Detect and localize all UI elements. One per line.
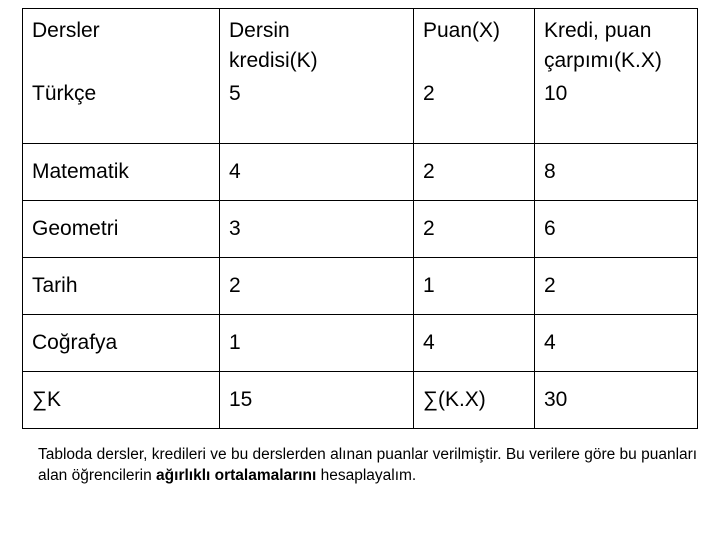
header-line: Kredi, puan [544, 19, 652, 42]
table-row [23, 201, 698, 258]
sum-credit-label: ∑K [23, 372, 220, 429]
header-line: kredisi(K) [229, 49, 318, 72]
table-cell-credit: 2 [220, 258, 414, 315]
header-line: Puan(X) [423, 19, 501, 42]
table-cell-product: 4 [535, 315, 698, 372]
table-cell-course: Türkçe [23, 79, 220, 144]
caption-bold-text: ağırlıklı ortalamalarını [156, 467, 317, 484]
table-row [23, 79, 698, 144]
table-cell-credit: 1 [220, 315, 414, 372]
table-cell-score: 4 [414, 315, 535, 372]
sum-credit-value: 15 [220, 372, 414, 429]
table-cell-score: 2 [414, 201, 535, 258]
table-cell-score: 1 [414, 258, 535, 315]
header-line: çarpımı(K.X) [544, 49, 662, 72]
header-credit-score-product [535, 9, 698, 79]
table-cell-credit: 5 [220, 79, 414, 144]
table-cell-product: 10 [535, 79, 698, 144]
table-row [23, 315, 698, 372]
course-credit-table [22, 8, 698, 429]
table-cell-score: 2 [414, 144, 535, 201]
table-cell-credit: 4 [220, 144, 414, 201]
header-line: Dersler [32, 19, 100, 42]
table-cell-course: Tarih [23, 258, 220, 315]
sum-product-label: ∑(K.X) [414, 372, 535, 429]
header-score [414, 9, 535, 79]
caption-text-end: hesaplayalım. [316, 467, 417, 484]
table-header-row [23, 9, 698, 79]
table-cell-score: 2 [414, 79, 535, 144]
table-row [23, 258, 698, 315]
sum-product-value: 30 [535, 372, 698, 429]
table-cell-course: Matematik [23, 144, 220, 201]
table-cell-course: Geometri [23, 201, 220, 258]
table-cell-product: 2 [535, 258, 698, 315]
table-cell-product: 6 [535, 201, 698, 258]
table-cell-course: Coğrafya [23, 315, 220, 372]
header-line: Dersin [229, 19, 290, 42]
table-row [23, 144, 698, 201]
table-caption [38, 444, 698, 486]
table-cell-credit: 3 [220, 201, 414, 258]
table-sum-row [23, 372, 698, 429]
header-courses [23, 9, 220, 79]
caption-text: Tabloda dersler, kredileri ve bu derslerden alınan puanlar verilmiştir. Bu verilere göre bu puanları alan öğrencilerin [38, 446, 698, 484]
header-course-credit [220, 9, 414, 79]
table-cell-product: 8 [535, 144, 698, 201]
